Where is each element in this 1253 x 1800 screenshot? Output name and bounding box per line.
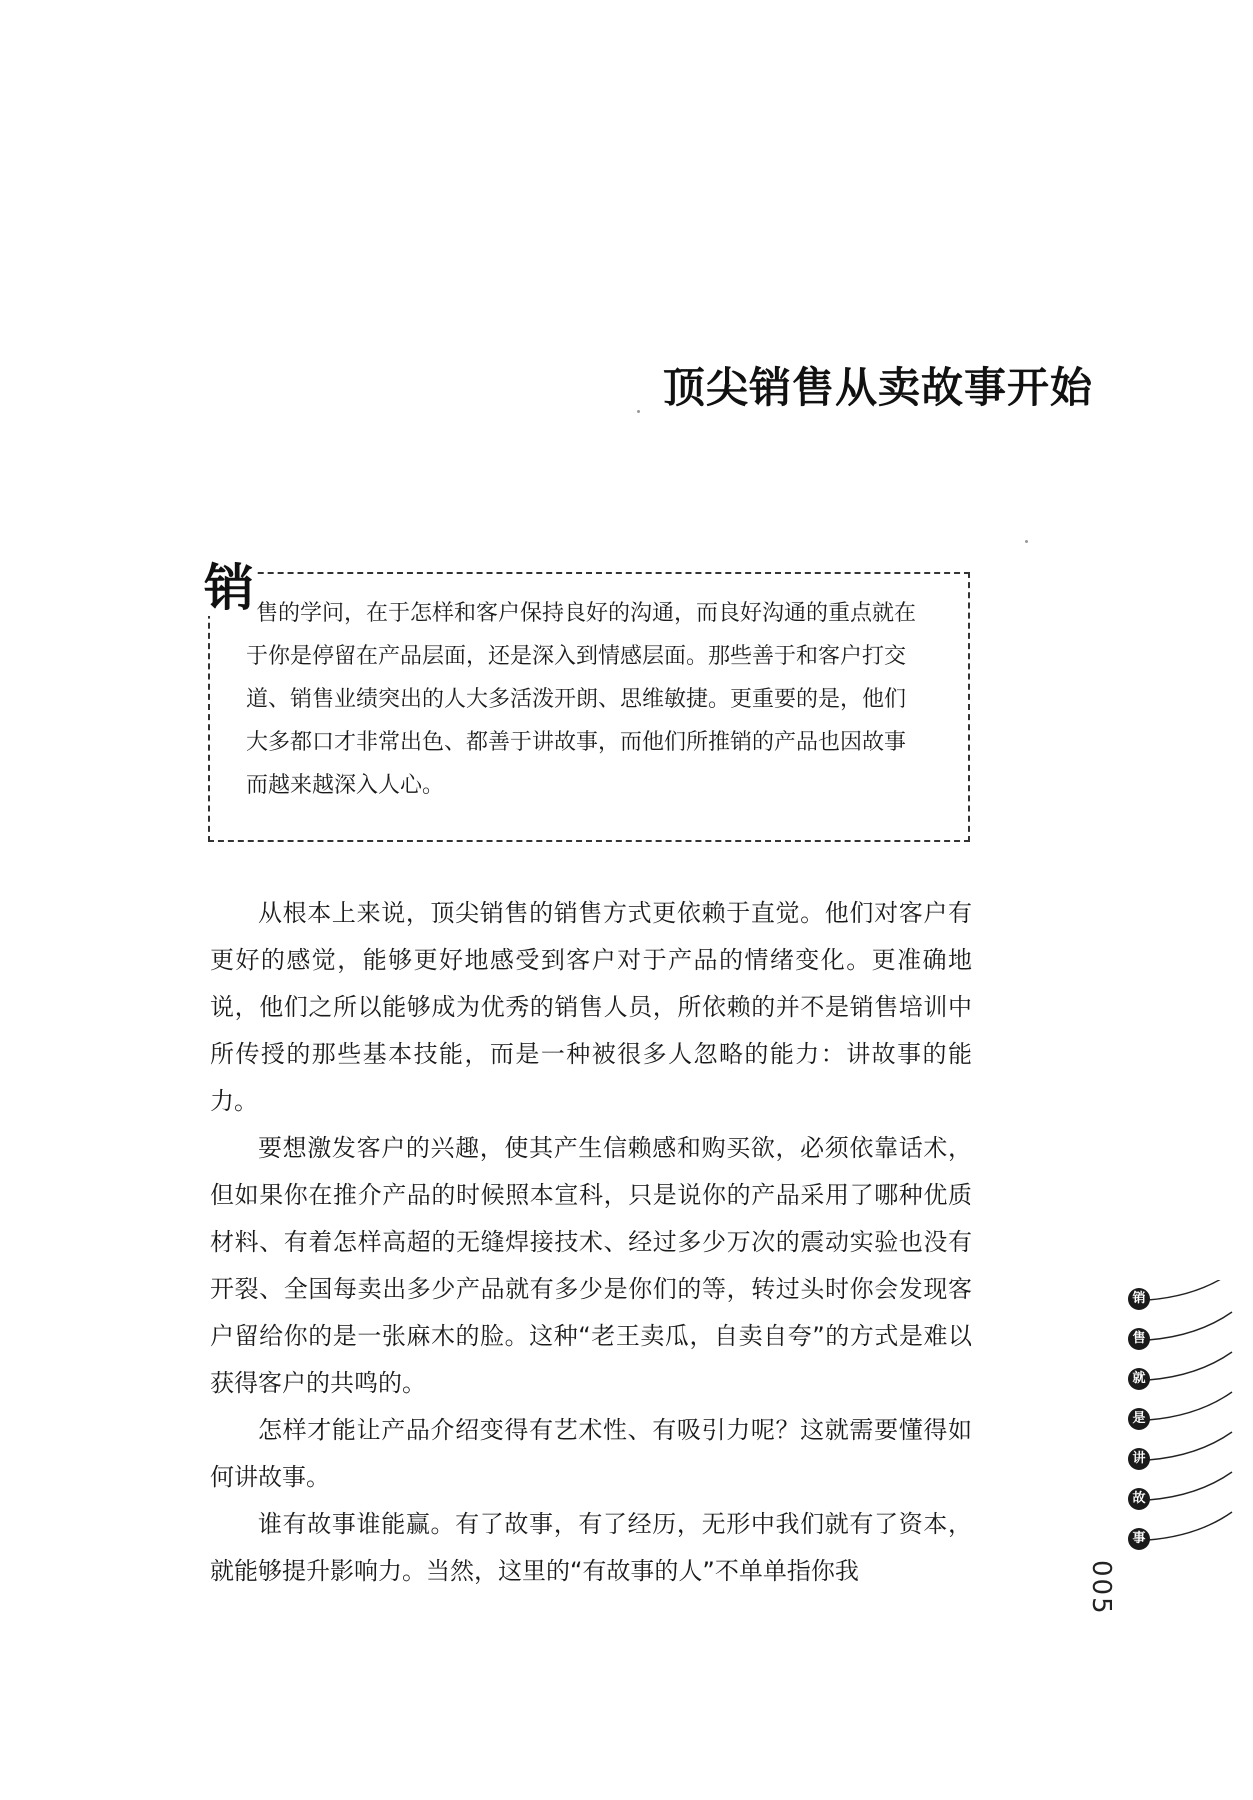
side-tab-char: 事: [1128, 1528, 1150, 1550]
side-tab-swooshes: [1128, 1280, 1238, 1600]
body-paragraph: 谁有故事谁能赢。有了故事，有了经历，无形中我们就有了资本，就能够提升影响力。当然，这里的“有故事的人”不单单指你我: [210, 1510, 972, 1585]
intro-line: 售的学问，在于怎样和客户保持良好的沟通，而良好沟通的重点就在: [256, 601, 917, 626]
side-tab-char: 故: [1128, 1488, 1150, 1510]
intro-box: [204, 559, 970, 842]
body-paragraph: 怎样才能让产品介绍变得有艺术性、有吸引力呢？这就需要懂得如何讲故事。: [210, 1416, 972, 1491]
intro-line: 于你是停留在产品层面，还是深入到情感层面。那些善于和客户打交: [246, 644, 907, 669]
side-tab: [1128, 1280, 1238, 1600]
chapter-title: 顶尖销售从卖故事开始: [662, 363, 1093, 412]
body-paragraph: 从根本上来说，顶尖销售的销售方式更依赖于直觉。他们对客户有更好的感觉，能够更好地感受到客户对于产品的情绪变化。更准确地说，他们之所以能够成为优秀的销售人员，所依赖的并不是销售培训中所传授的那些基本技能，而是一种被很多人忽略的能力：讲故事的能力。: [210, 899, 972, 1115]
side-tab-char: 销: [1128, 1288, 1150, 1310]
scan-speck: [637, 410, 640, 413]
intro-line: 道、销售业绩突出的人大多活泼开朗、思维敏捷。更重要的是，他们: [246, 687, 907, 712]
dropcap: 销: [204, 559, 254, 617]
page-number: 005: [1086, 1560, 1116, 1616]
scan-speck: [1025, 540, 1028, 543]
side-tab-char: 就: [1128, 1368, 1150, 1390]
side-tab-char: 讲: [1128, 1448, 1150, 1470]
body-text: [210, 890, 972, 1595]
intro-text: [246, 592, 946, 807]
intro-line: 大多都口才非常出色、都善于讲故事，而他们所推销的产品也因故事: [246, 730, 907, 755]
side-tab-char: 售: [1128, 1328, 1150, 1350]
intro-line: 而越来越深入人心。: [246, 773, 445, 798]
body-paragraph: 要想激发客户的兴趣，使其产生信赖感和购买欲，必须依靠话术，但如果你在推介产品的时候照本宣科，只是说你的产品采用了哪种优质材料、有着怎样高超的无缝焊接技术、经过多少万次的震动实验也没有开裂、全国每卖出多少产品就有多少是你们的等，转过头时你会发现客户留给你的是一张麻木的脸。这种“老王卖瓜，自卖自夸”的方式是难以获得客户的共鸣的。: [210, 1134, 972, 1397]
side-tab-char: 是: [1128, 1408, 1150, 1430]
